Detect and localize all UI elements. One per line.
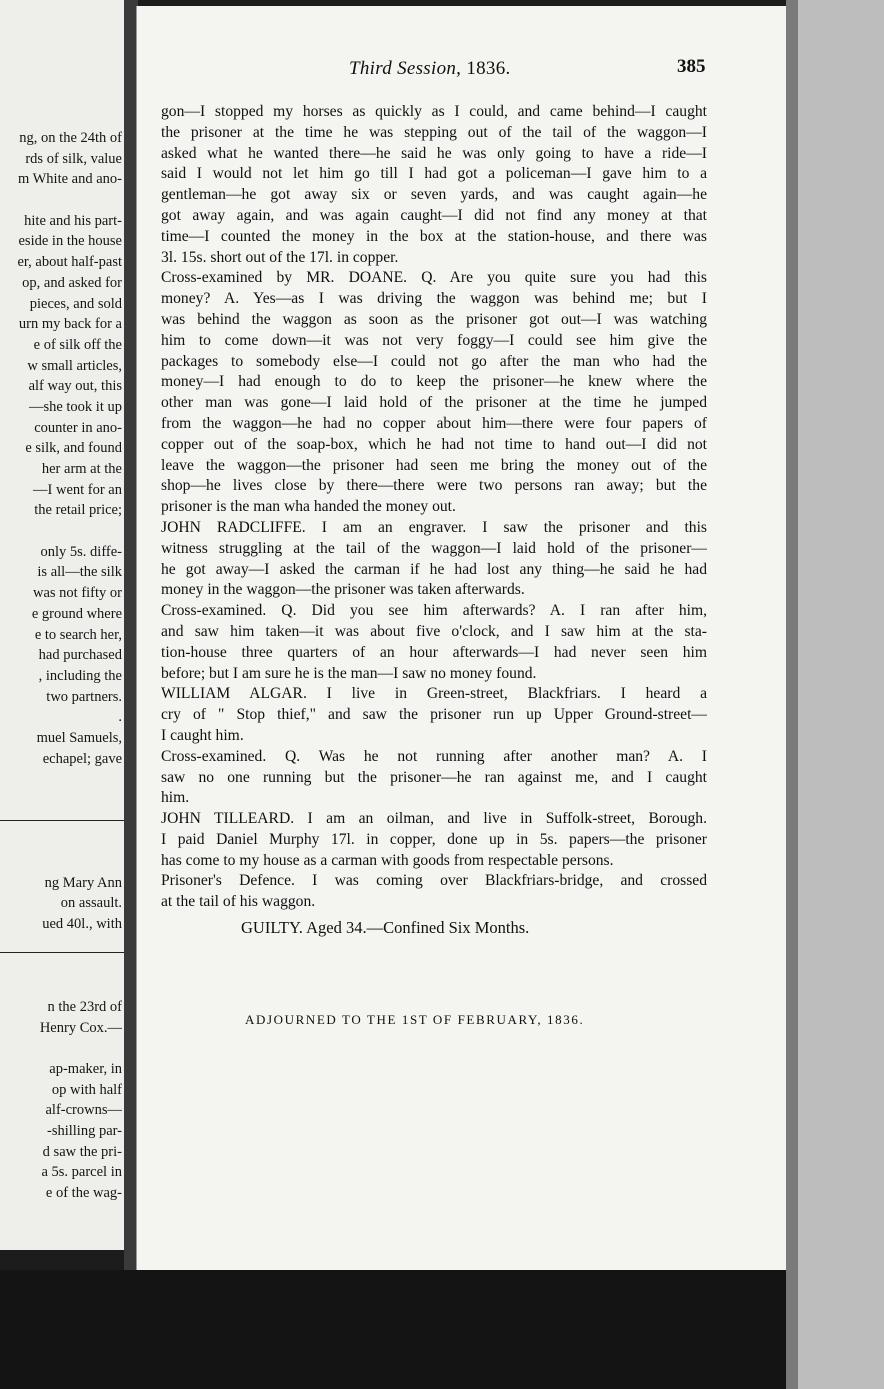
adjourned-note: ADJOURNED TO THE 1ST OF FEBRUARY, 1836. [245, 1012, 585, 1027]
left-page-line: op with half [51, 1081, 122, 1098]
body-line: he got away—I asked the carman if he had lost any thing—he said he had [161, 560, 707, 578]
verdict-line: GUILTY. Aged 34.—Confined Six Months. [241, 918, 530, 937]
body-line: leave the waggon—the prisoner had seen me bring the money out of the [161, 456, 707, 474]
body-line: him. [161, 789, 190, 807]
left-page-line [2, 521, 122, 542]
left-page-line [2, 831, 122, 852]
body-text [161, 102, 707, 913]
left-page-line [2, 190, 122, 211]
page-number: 385 [677, 56, 706, 77]
left-page-line: e ground where [31, 605, 122, 622]
left-page-line [2, 852, 122, 873]
body-line: saw no one running but the prisoner—he ran against me, and I caught [161, 768, 707, 786]
left-page-line [2, 811, 122, 832]
left-page-line: ued 40l., with [42, 916, 122, 933]
body-line: WILLIAM ALGAR. I live in Green-street, Blackfriars. I heard a [161, 685, 707, 703]
body-line: gon—I stopped my horses as quickly as I could, and came behind—I caught [161, 103, 707, 120]
main-page [136, 6, 787, 1276]
left-page-line: m White and ano- [17, 171, 122, 188]
left-page-line: , including the [38, 667, 122, 684]
body-line: packages to somebody else—I could not go after the man who had the [161, 352, 707, 370]
left-page-line: her arm at the [41, 461, 122, 477]
left-page-line: n the 23rd of [47, 998, 122, 1015]
left-page-line: was not fifty or [33, 585, 122, 602]
left-page-line: echapel; gave [42, 750, 122, 767]
left-facing-page [0, 0, 126, 1250]
left-page-line: only 5s. diffe- [40, 543, 122, 560]
body-line: got away again, and was again caught—I did not find any money at that [161, 206, 707, 224]
book-edge-bottom [0, 1270, 786, 1389]
body-line: before; but I am sure he is the man—I saw no money found. [161, 664, 537, 682]
left-page-line: counter in ano- [34, 419, 122, 436]
page-edge-background [786, 0, 884, 1389]
session-year: 1836. [466, 58, 511, 79]
left-page-line: the retail price; [34, 502, 122, 519]
left-page-line [2, 956, 122, 977]
left-page-line: e silk, and found [25, 440, 122, 457]
body-line: the prisoner at the time he was stepping out of the tail of the waggon—I [161, 123, 707, 141]
body-line: tion-house three quarters of an hour afterwards—I had never seen him [161, 643, 707, 661]
body-line: money? A. Yes—as I was driving the waggon was behind me; but I [161, 290, 707, 308]
body-line: prisoner is the man wha handed the money out. [161, 498, 456, 516]
body-line: other man was gone—I laid hold of the prisoner at the time he jumped [161, 394, 707, 412]
left-page-line: eside in the house [18, 233, 122, 250]
left-page-line [2, 769, 122, 790]
body-line: Prisoner's Defence. I was coming over Blackfriars-bridge, and crossed [161, 872, 707, 890]
left-page-line: ng Mary Ann [44, 874, 122, 891]
left-page-line: ap-maker, in [49, 1060, 122, 1077]
left-page-line: d saw the pri- [42, 1143, 122, 1160]
body-line: 3l. 15s. short out of the 17l. in copper. [161, 248, 399, 266]
left-page-line: Henry Cox.— [39, 1019, 122, 1036]
left-page-line: er, about half-past [17, 254, 122, 271]
body-line: was behind the waggon as soon as the prisoner got out—I was watching [161, 310, 707, 328]
body-line: shop—he lives close by there—there were two persons ran away; but the [161, 477, 707, 495]
body-line: asked what he wanted there—he said he was only going to have a ride—I [161, 144, 707, 162]
left-page-line: ng, on the 24th of [19, 130, 122, 146]
left-page-line [2, 790, 122, 811]
body-line: I paid Daniel Murphy 17l. in copper, done up in 5s. papers—the prisoner [161, 830, 707, 848]
left-page-line: e of silk off the [33, 336, 122, 353]
body-line: cry of " Stop thief," and saw the prisoner run up Upper Ground-street— [161, 706, 707, 724]
body-line: said I would not let him go till I had got a policeman—I gave him to a [161, 165, 707, 183]
left-page-line: two partners. [46, 688, 122, 705]
body-line: I caught him. [161, 726, 244, 744]
body-line: witness struggling at the tail of the waggon—I laid hold of the prisoner— [161, 539, 707, 557]
body-line: Cross-examined. Q. Did you see him afterwards? A. I ran after him, [161, 602, 707, 620]
left-page-rule [0, 952, 124, 953]
running-head [349, 58, 511, 80]
left-page-line: alf way out, this [28, 378, 122, 395]
left-page-text [2, 128, 122, 1204]
left-page-line: had purchased [38, 647, 122, 664]
left-page-line: rds of silk, value [25, 150, 122, 167]
session-title: Third Session, [349, 58, 462, 79]
left-page-line: pieces, and sold [29, 295, 122, 312]
left-page-line: . [118, 709, 122, 726]
body-line: money—I had enough to do to keep the prisoner—he knew where the [161, 373, 707, 391]
left-page-line: w small articles, [27, 357, 122, 374]
body-line: time—I counted the money in the box at the station-house, and there was [161, 227, 707, 245]
body-line: JOHN TILLEARD. I am an oilman, and live in Suffolk-street, Borough. [161, 810, 707, 828]
body-line: gentleman—he got away six or seven yards, and was caught again—he [161, 186, 707, 204]
left-page-line: alf-crowns— [45, 1102, 122, 1119]
left-page-line: muel Samuels, [36, 729, 122, 746]
body-line: has come to my house as a carman with goods from respectable persons. [161, 851, 614, 869]
left-page-line: urn my back for a [18, 316, 122, 333]
body-line: money in the waggon—the prisoner was taken afterwards. [161, 581, 525, 599]
left-page-line: —I went for an [33, 481, 122, 498]
left-page-line: —she took it up [28, 398, 122, 415]
left-page-line: on assault. [60, 895, 122, 912]
left-page-line: is all—the silk [37, 564, 122, 581]
body-line: him to come down—it was not very foggy—I could see him give the [161, 331, 707, 349]
left-page-line: -shilling par- [46, 1123, 122, 1139]
left-page-line [2, 1038, 122, 1059]
body-line: and saw him taken—it was about five o'clock, and I saw him at the sta- [161, 622, 707, 640]
left-page-line [2, 976, 122, 997]
body-line: Cross-examined by MR. DOANE. Q. Are you quite sure you had this [161, 269, 707, 287]
body-line: copper out of the soap-box, which he had not time to hand out—I did not [161, 435, 707, 453]
body-line: JOHN RADCLIFFE. I am an engraver. I saw the prisoner and this [161, 518, 707, 536]
left-page-line: hite and his part- [24, 212, 122, 229]
body-line: at the tail of his waggon. [161, 893, 316, 911]
left-page-line: a 5s. parcel in [41, 1164, 122, 1181]
left-page-line: op, and asked for [22, 274, 122, 291]
left-page-line: e to search her, [34, 626, 122, 643]
left-page-line: e of the wag- [45, 1185, 122, 1202]
body-line: from the waggon—he had no copper about him—there were four papers of [161, 414, 707, 432]
body-line: Cross-examined. Q. Was he not running after another man? A. I [161, 747, 707, 765]
left-page-rule [0, 820, 124, 821]
